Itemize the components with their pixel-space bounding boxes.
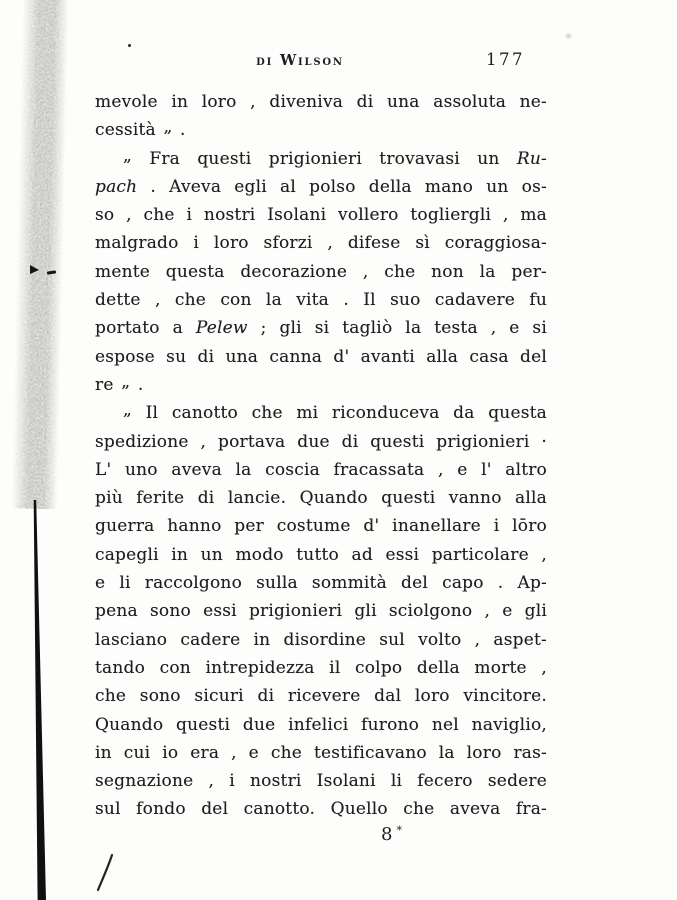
page-content — [95, 50, 547, 845]
text-lines — [95, 88, 547, 824]
text-line: mevole in loro , diveniva di una assoluta ne- — [95, 92, 547, 112]
text-line: che sono sicuri di ricevere dal loro vincitore. — [95, 686, 547, 707]
handwritten-stroke — [96, 853, 116, 893]
text-line: pach . Aveva egli al polso della mano un os- — [95, 176, 547, 197]
text-line: spedizione , portava due di questi prigionieri · — [95, 431, 547, 452]
text-line: dette , che con la vita . Il suo cadavere fu — [95, 290, 547, 311]
ink-speck — [128, 44, 131, 47]
text-line: lasciano cadere in disordine sul volto , aspet- — [95, 629, 547, 650]
text-line: segnazione , i nostri Isolani li fecero sedere — [95, 771, 547, 792]
text-line: re „ . — [95, 371, 144, 395]
text-line: Quando questi due infelici furono nel naviglio, — [95, 714, 547, 735]
signature-number: 8 — [381, 823, 394, 845]
italic-word: pach — [95, 176, 138, 197]
text-line: guerra hanno per costume d' inanellare i lōro — [95, 516, 547, 537]
text-line: capegli in un modo tutto ad essi particolare , — [95, 544, 547, 565]
page-number: 177 — [486, 50, 525, 69]
text-line: e li raccolgono sulla sommità del capo . Ap- — [95, 573, 547, 594]
text-line: mente questa decorazione , che non la per- — [95, 261, 547, 282]
text-line: sul fondo del canotto. Quello che aveva fra- — [95, 799, 547, 820]
ink-blot-triangle — [30, 265, 39, 274]
text-line: „ Fra questi prigionieri trovavasi un Ru- — [123, 145, 547, 169]
signature-mark — [166, 824, 618, 845]
text-line: cessità „ . — [95, 117, 186, 141]
italic-word: Pelew — [195, 318, 248, 339]
text-line: portato a Pelew ; gli si tagliò la testa , e si — [95, 318, 547, 339]
signature-star: * — [396, 823, 403, 837]
italic-word: Ru- — [516, 148, 547, 169]
text-line: tando con intrepidezza il colpo della morte , — [95, 657, 547, 678]
text-line: malgrado i loro sforzi , difese sì coraggiosa- — [95, 233, 547, 254]
text-line: so , che i nostri Isolani vollero togliergli , ma — [95, 205, 547, 226]
text-line: più ferite di lancie. Quando questi vanno alla — [95, 488, 547, 509]
text-line: in cui io era , e che testificavano la loro ras- — [95, 742, 547, 763]
running-title: di Wilson — [256, 52, 344, 69]
text-line: L' uno aveva la coscia fracassata , e l' altro — [95, 459, 547, 480]
text-line: pena sono essi prigionieri gli sciolgono , e gli — [95, 601, 547, 622]
spine-edge-line — [32, 500, 46, 900]
gutter-shadow — [11, 0, 69, 509]
page-header — [95, 50, 547, 76]
scan-smudge — [566, 34, 571, 38]
text-line: espose su di una canna d' avanti alla casa del — [95, 346, 547, 367]
text-line: „ Il canotto che mi riconduceva da questa — [123, 400, 547, 424]
